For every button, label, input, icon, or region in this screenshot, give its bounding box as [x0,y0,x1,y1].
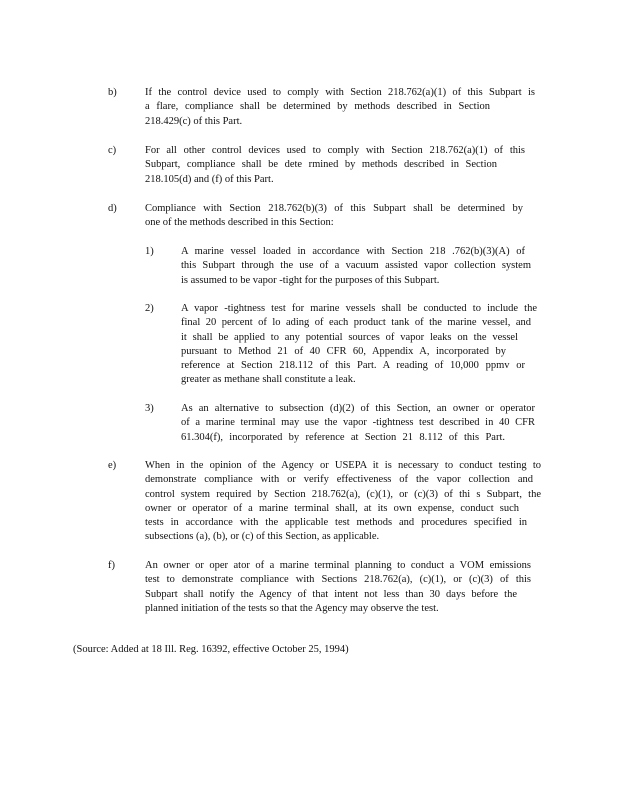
paragraph-line: it shall be applied to any potential sources of vapor leaks on the vessel [181,331,518,343]
paragraph-line: tests in accordance with the applicable test methods and procedures specified in [145,517,527,529]
paragraph-line: test to demonstrate compliance with Sections 218.762(a), (c)(1), or (c)(3) of this [145,574,531,586]
paragraph-line: A marine vessel loaded in accordance with Section 218 .762(b)(3)(A) of [181,246,525,257]
paragraph-line: one of the methods described in this Section: [145,217,334,229]
paragraph-line: 218.105(d) and (f) of this Part. [145,173,274,185]
item-label-b: b) [108,87,117,98]
item-label-d: d) [108,203,117,214]
paragraph-line: greater as methane shall constitute a leak. [181,374,356,386]
paragraph-d [145,202,523,231]
paragraph-line: If the control device used to comply with Section 218.762(a)(1) of this Subpart is [145,87,535,98]
paragraph-line: planned initiation of the tests so that the Agency may observe the test. [145,602,439,614]
paragraph-line: this Subpart through the use of a vacuum assisted vapor collection system [181,260,531,272]
paragraph-1 [181,245,531,288]
paragraph-line: For all other control devices used to comply with Section 218.762(a)(1) of this [145,145,525,156]
paragraph-line: is assumed to be vapor -tight for the purposes of this Subpart. [181,274,440,286]
paragraph-line: pursuant to Method 21 of 40 CFR 60, Appendix A, incorporated by [181,345,506,357]
item-label-c: c) [108,145,117,156]
paragraph-e [145,459,541,545]
source-note: (Source: Added at 18 Ill. Reg. 16392, effective October 25, 1994) [73,644,349,655]
paragraph-line: Subpart, compliance shall be dete rmined by methods described in Section [145,159,497,171]
paragraph-line: owner or operator of a marine terminal shall, at its own expense, conduct such [145,502,519,514]
paragraph-b [145,86,535,129]
item-label-2: 2) [145,303,154,314]
paragraph-line: A vapor -tightness test for marine vessels shall be conducted to include the [181,303,537,314]
paragraph-2 [181,302,537,388]
item-label-e: e) [108,460,117,471]
paragraph-line: subsections (a), (b), or (c) of this Section, as applicable. [145,531,380,543]
paragraph-line: 218.429(c) of this Part. [145,115,243,127]
paragraph-line: of a marine terminal may use the vapor -tightness test described in 40 CFR [181,417,535,429]
paragraph-c [145,144,525,187]
paragraph-line: An owner or oper ator of a marine terminal planning to conduct a VOM emissions [145,560,531,571]
paragraph-f [145,559,531,616]
paragraph-line: reference at Section 218.112 of this Part. A reading of 10,000 ppmv or [181,360,525,372]
paragraph-line: When in the opinion of the Agency or USEPA it is necessary to conduct testing to [145,460,541,471]
paragraph-line: 61.304(f), incorporated by reference at Section 21 8.112 of this Part. [181,431,505,443]
paragraph-line: control system required by Section 218.762(a), (c)(1), or (c)(3) of thi s Subpart, the [145,488,541,500]
paragraph-line: Subpart shall notify the Agency of that intent not less than 30 days before the [145,588,517,600]
item-label-f: f) [108,560,115,571]
paragraph-3 [181,402,535,445]
item-label-3: 3) [145,403,154,414]
paragraph-line: demonstrate compliance with or verify effectiveness of the vapor collection and [145,474,533,486]
paragraph-line: As an alternative to subsection (d)(2) of this Section, an owner or operator [181,403,535,414]
paragraph-line: Compliance with Section 218.762(b)(3) of this Subpart shall be determined by [145,203,523,214]
paragraph-line: final 20 percent of lo ading of each product tank of the marine vessel, and [181,317,531,329]
paragraph-line: a flare, compliance shall be determined by methods described in Section [145,101,490,113]
item-label-1: 1) [145,246,154,257]
